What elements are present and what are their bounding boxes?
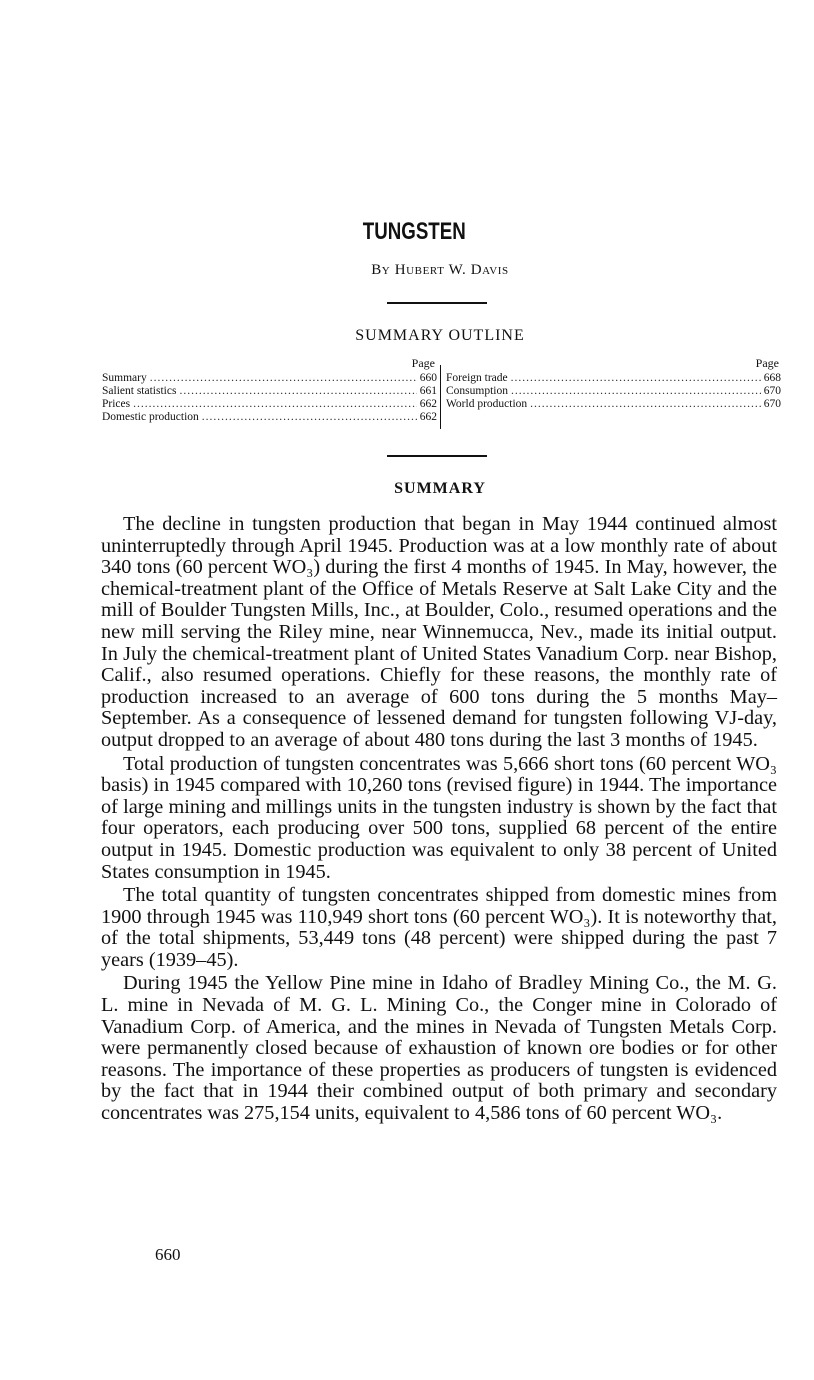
outline-entry-label: World production: [446, 398, 528, 410]
summary-paragraph: During 1945 the Yellow Pine mine in Idaho of Bradley Mining Co., the M. G. L. mine in Nevada of M. G. L. Mining Co., the Conger mine in Colorado of Vanadium Corp. of America, and the mines in Nevada of Tungsten Metals Corp. were permanently closed because of exhaustion of known ore bodies or for other reasons. The importance of these properties as producers of tungsten is evidenced by the fact that in 1944 their combined output of both primary and secondary concentrates was 275,154 units, equivalent to 4,586 tons of 60 percent WO₃.: [101, 972, 777, 1125]
outline-right-column: [446, 357, 781, 411]
outline-entry-label: Foreign trade: [446, 372, 508, 384]
outline-entry: [446, 398, 781, 411]
leader-dots: [511, 372, 761, 385]
outline-entry: [102, 385, 437, 398]
outline-entry-label: Consumption: [446, 385, 508, 397]
outline-entry-page: 662: [419, 411, 437, 423]
outline-entry-page: 660: [419, 372, 437, 384]
outline-entry-label: Salient statistics: [102, 385, 177, 397]
summary-heading: SUMMARY: [394, 480, 486, 497]
outline-page-label-right: Page: [755, 356, 779, 370]
outline-entry-label: Domestic production: [102, 411, 199, 423]
outline-divider: [440, 365, 441, 429]
page-title: TUNGSTEN: [362, 218, 466, 245]
outline-entry-page: 661: [419, 385, 437, 397]
outline-entry-label: Prices: [102, 398, 131, 410]
leader-dots: [511, 385, 761, 398]
leader-dots: [133, 398, 417, 411]
outline-entry: [102, 398, 437, 411]
outline-entry: [446, 385, 781, 398]
leader-dots: [530, 398, 761, 411]
outline-entry-label: Summary: [102, 372, 147, 384]
outline-entry: [102, 372, 437, 385]
outline-entry-page: 662: [419, 398, 437, 410]
section-rule: [387, 455, 487, 457]
leader-dots: [202, 411, 417, 424]
summary-paragraph: Total production of tungsten concentrates was 5,666 short tons (60 percent WO₃ basis) in 1945 compared with 10,260 tons (revised figure) in 1944. The importance of large mining and millings units in the tungsten industry is shown by the fact that four operators, each producing over 500 tons, supplied 68 percent of the entire output in 1945. Domestic production was equivalent to only 38 percent of United States consumption in 1945.: [101, 752, 777, 883]
outline-entry: [446, 372, 781, 385]
summary-paragraph: The total quantity of tungsten concentrates shipped from domestic mines from 1900 through 1945 was 110,949 short tons (60 percent WO₃). It is noteworthy that, of the total shipments, 53,449 tons (48 percent) were shipped during the past 7 years (1939–45).: [101, 884, 777, 971]
summary-body: [101, 514, 777, 1125]
page-number: 660: [155, 1245, 181, 1264]
outline-entry-page: 668: [763, 372, 781, 384]
summary-paragraph: The decline in tungsten production that began in May 1944 continued almost uninterruptedly through April 1945. Production was at a low monthly rate of about 340 tons (60 percent WO₃) during the first 4 months of 1945. In May, however, the chemical-treatment plant of the Office of Metals Reserve at Salt Lake City and the mill of Boulder Tungsten Mills, Inc., at Boulder, Colo., resumed operations and the new mill serving the Riley mine, near Winnemucca, Nev., made its initial output. In July the chemical-treatment plant of United States Vanadium Corp. near Bishop, Calif., also resumed operations. Chiefly for these reasons, the monthly rate of production increased to an average of 600 tons during the 5 months May–September. As a consequence of lessened demand for tungsten following VJ-day, output dropped to an average of about 480 tons during the last 3 months of 1945.: [101, 513, 777, 751]
outline-entry-page: 670: [763, 385, 781, 397]
outline-left-column: [102, 357, 437, 424]
author-byline: By Hubert W. Davis: [371, 262, 509, 278]
leader-dots: [179, 385, 416, 398]
leader-dots: [150, 372, 417, 385]
outline-heading: SUMMARY OUTLINE: [355, 327, 525, 344]
outline-page-label-left: Page: [411, 356, 435, 370]
outline-entry-page: 670: [763, 398, 781, 410]
title-rule: [387, 302, 487, 304]
outline-entry: [102, 411, 437, 424]
